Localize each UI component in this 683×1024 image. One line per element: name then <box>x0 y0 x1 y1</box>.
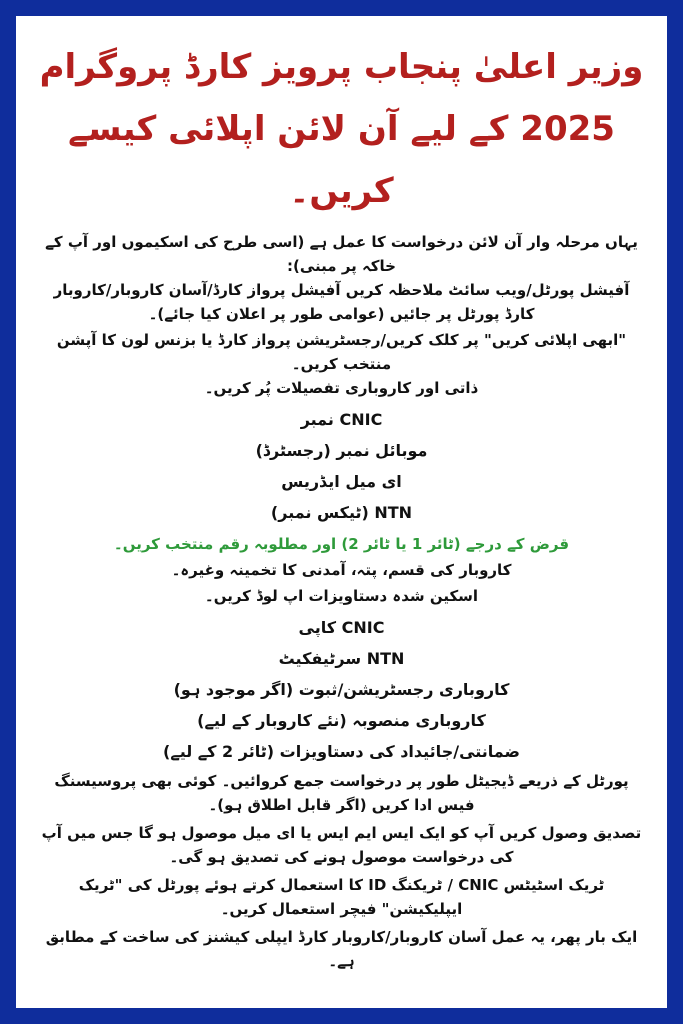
closing-note: ایک بار پھر، یہ عمل آسان کاروبار/کاروبار کارڈ ایپلی کیشنز کی ساخت کے مطابق ہے۔ <box>45 928 638 970</box>
detail-cnic: CNIC نمبر <box>300 410 383 429</box>
step-apply-now: "ابھی اپلائی کریں" پر کلک کریں/رجسٹریشن پرواز کارڈ یا بزنس لون کا آپشن منتخب کریں۔ <box>56 331 627 373</box>
detail-ntn: NTN (ٹیکس نمبر) <box>270 503 413 522</box>
step-fill-details: ذاتی اور کاروباری تفصیلات پُر کریں۔ <box>204 379 479 397</box>
business-details-note: کاروبار کی قسم، پتہ، آمدنی کا تخمینہ وغیرہ۔ <box>171 561 512 579</box>
document-business-plan: کاروباری منصوبہ (نئے کاروبار کے لیے) <box>197 711 486 730</box>
document-ntn-certificate: NTN سرٹیفکیٹ <box>278 649 405 668</box>
document-business-registration: کاروباری رجسٹریشن/ثبوت (اگر موجود ہو) <box>173 680 510 699</box>
detail-email: ای میل ایڈریس <box>281 472 402 491</box>
document-collateral: ضمانتی/جائیداد کی دستاویزات (ٹائر 2 کے لیے) <box>163 742 520 761</box>
step-upload-documents: اسکین شدہ دستاویزات اپ لوڈ کریں۔ <box>204 587 479 605</box>
detail-mobile: موبائل نمبر (رجسٹرڈ) <box>255 441 428 460</box>
step-track-status: ٹریک اسٹیٹس CNIC / ٹریکنگ ID کا استعمال کرتے ہوئے پورٹل کی "ٹریک ایپلیکیشن" فیچر استعمال کریں۔ <box>78 876 605 918</box>
article-body <box>38 230 645 973</box>
step-receive-confirmation: تصدیق وصول کریں آپ کو ایک ایس ایم ایس یا ای میل موصول ہو گا جس میں آپ کی درخواست موصول ہونے کی تصدیق ہو گی۔ <box>41 824 642 866</box>
loan-tier-note: قرض کے درجے (ٹائر 1 یا ٹائر 2) اور مطلوبہ رقم منتخب کریں۔ <box>113 535 570 553</box>
step-submit-application: پورٹل کے ذریعے ڈیجیٹل طور پر درخواست جمع کروائیں۔ کوئی بھی پروسیسنگ فیس ادا کریں (اگر قابل اطلاق ہو)۔ <box>54 772 629 814</box>
document-cnic-copy: CNIC کاپی <box>298 618 385 637</box>
step-visit-portal: آفیشل پورٹل/ویب سائٹ ملاحظہ کریں آفیشل پرواز کارڈ/آسان کاروبار/کاروبار کارڈ پورٹل پر جائیں (عوامی طور پر اعلان کیا جائے)۔ <box>53 281 630 323</box>
page-title: وزیر اعلیٰ پنجاب پرویز کارڈ پروگرام 2025 کے لیے آن لائن اپلائی کیسے کریں۔ <box>39 47 644 211</box>
intro-paragraph: یہاں مرحلہ وار آن لائن درخواست کا عمل ہے (اسی طرح کی اسکیموں اور آپ کے خاکہ پر مبنی): <box>45 233 638 275</box>
